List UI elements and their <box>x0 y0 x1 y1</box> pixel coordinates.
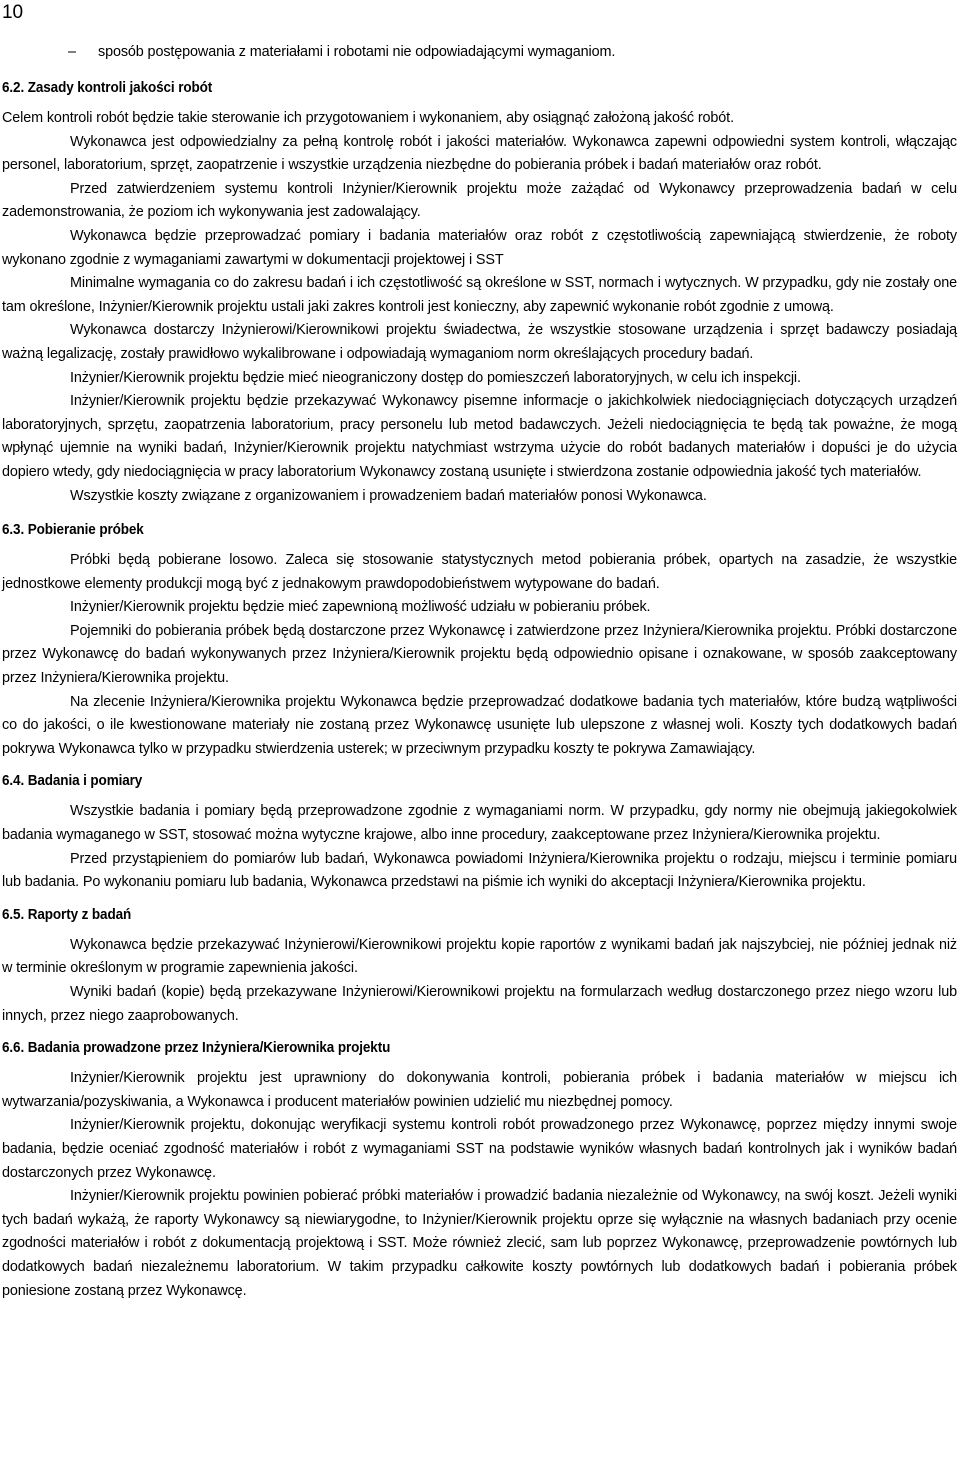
page-number: 10 <box>2 2 23 23</box>
paragraph: Wyniki badań (kopie) będą przekazywane Inżynierowi/Kierownikowi projektu na formularzach według dostarczonego przez niego wzoru lub innych, przez niego zaaprobowanych. <box>2 984 957 1024</box>
paragraph: Minimalne wymagania co do zakresu badań i ich częstotliwość są określone w SST, normach i wytycznych. W przypadku, gdy nie zostały one tam określone, Inżynier/Kierownik projektu ustali jaki zakres kontroli jest konieczny, aby zapewnić wykonanie robót zgodnie z umową. <box>2 275 957 315</box>
paragraph: Wszystkie koszty związane z organizowaniem i prowadzeniem badań materiałów ponosi Wykonawca. <box>70 487 707 504</box>
paragraph: Inżynier/Kierownik projektu jest uprawniony do dokonywania kontroli, pobierania próbek i badania materiałów w miejscu ich wytwarzania/pozyskiwania, a Wykonawca i producent materiałów powinien udzielić mu niezbędnej pomocy. <box>2 1070 957 1110</box>
section-heading: 6.2. Zasady kontroli jakości robót <box>2 79 213 96</box>
dash-item-text: sposób postępowania z materiałami i robotami nie odpowiadającymi wymaganiom. <box>98 44 616 60</box>
paragraph: Wykonawca będzie przekazywać Inżynierowi/Kierownikowi projektu kopie raportów z wynikami badań jak najszybciej, nie później jednak niż w terminie określonym w programie zapewnienia jakości. <box>2 936 957 977</box>
section-heading: 6.4. Badania i pomiary <box>2 772 143 790</box>
paragraph: Inżynier/Kierownik projektu będzie mieć nieograniczony dostęp do pomieszczeń laboratoryjnych, w celu ich inspekcji. <box>70 369 801 386</box>
section-heading: 6.6. Badania prowadzone przez Inżyniera/Kierownika projektu <box>2 1039 391 1057</box>
section-6-6 <box>2 1036 957 1303</box>
section-6-4 <box>2 769 957 902</box>
paragraph: Inżynier/Kierownik projektu będzie mieć zapewnioną możliwość udziału w pobieraniu próbek. <box>70 599 651 616</box>
paragraph: Pojemniki do pobierania próbek będą dostarczone przez Wykonawcę i zatwierdzone przez Inżyniera/Kierownika projektu. Próbki dostarczone przez Wykonawcę do badań wykonywanych przez Inżyniera/Kierownik projektu będą odpowiednio opisane i oznakowane, w sposób zaakceptowany przez Inżyniera/Kierownika projektu. <box>2 622 957 687</box>
paragraph: Inżynier/Kierownik projektu, dokonując weryfikacji systemu kontroli robót prowadzonego przez Wykonawcę, poprzez między innymi swoje badania, będzie oceniać zgodność materiałów i robót z wymaganiami SST na podstawie wyników własnych badań kontrolnych jak i wyników badań dostarczonych przez Wykonawcę. <box>2 1117 957 1181</box>
paragraph: Wykonawca dostarczy Inżynierowi/Kierownikowi projektu świadectwa, że wszystkie stosowane urządzenia i sprzęt badawczy posiadają ważną legalizację, zostały prawidłowo wykalibrowane i odpowiadają wymaganiom norm określających procedury badań. <box>2 322 957 362</box>
paragraph: Próbki będą pobierane losowo. Zaleca się stosowanie statystycznych metod pobierania próbek, opartych na zasadzie, że wszystkie jednostkowe elementy produkcji mogą być z jednakowym prawdopodobieństwem wytypowane do badań. <box>2 552 957 592</box>
document-body <box>2 76 957 1303</box>
paragraph: Inżynier/Kierownik projektu powinien pobierać próbki materiałów i prowadzić badania niezależnie od Wykonawcy, na swój koszt. Jeżeli wyniki tych badań wykażą, że raporty Wykonawcy są niewiarygodne, to Inżynier/Kierownik projektu oprze się wyłącznie na własnych badaniach przy ocenie zgodności materiałów i robót z dokumentacją projektową i SST. Może również zlecić, sam lub poprzez Wykonawcę, przeprowadzenie powtórnych lub dodatkowych badań niezależnemu laboratorium. W takim przypadku całkowite koszty powtórnych lub dodatkowych badań i pobierania próbek poniesione zostaną przez Wykonawcę. <box>2 1188 957 1299</box>
paragraph: Przed przystąpieniem do pomiarów lub badań, Wykonawca powiadomi Inżyniera/Kierownika projektu o rodzaju, miejscu i terminie pomiaru lub badania. Po wykonaniu pomiaru lub badania, Wykonawca przedstawi na piśmie ich wyniki do akceptacji Inżyniera/Kierownika projektu. <box>2 850 957 891</box>
section-6-2 <box>2 76 957 508</box>
section-heading: 6.3. Pobieranie próbek <box>2 521 144 539</box>
paragraph: Celem kontroli robót będzie takie sterowanie ich przygotowaniem i wykonaniem, aby osiągnąć założoną jakość robót. <box>2 110 734 126</box>
section-6-3 <box>2 518 957 769</box>
section-6-5 <box>2 903 957 1036</box>
dash-list-item <box>68 41 957 65</box>
paragraph: Wykonawca będzie przeprowadzać pomiary i badania materiałów oraz robót z częstotliwością zapewniającą stwierdzenie, że roboty wykonano zgodnie z wymaganiami zawartymi w dokumentacji projektowej i SST <box>2 227 957 268</box>
paragraph: Na zlecenie Inżyniera/Kierownika projektu Wykonawca będzie przeprowadzać dodatkowe badania tych materiałów, które budzą wątpliwości co do jakości, o ile kwestionowane materiały nie zostaną przez Wykonawcę usunięte lub ulepszone z własnej woli. Koszty tych dodatkowych badań pokrywa Wykonawca tylko w przypadku stwierdzenia usterek; w przeciwnym przypadku koszty te pokrywa Zamawiający. <box>2 693 957 757</box>
paragraph: Inżynier/Kierownik projektu będzie przekazywać Wykonawcy pisemne informacje o jakichkolwiek niedociągnięciach dotyczących urządzeń laboratoryjnych, sprzętu, zaopatrzenia laboratorium, pracy personelu lub metod badawczych. Jeżeli niedociągnięcia te będą tak poważne, że mogą wpłynąć ujemnie na wyniki badań, Inżynier/Kierownik projektu natychmiast wstrzyma użycie do robót badanych materiałów i dopuści je do użycia dopiero wtedy, gdy niedociągnięcia w pracy laboratorium Wykonawcy zostaną usunięte i stwierdzona zostanie odpowiednia jakość tych materiałów. <box>2 393 957 480</box>
paragraph: Wykonawca jest odpowiedzialny za pełną kontrolę robót i jakości materiałów. Wykonawca zapewni odpowiedni system kontroli, włączając personel, laboratorium, sprzęt, zaopatrzenie i wszystkie urządzenia niezbędne do pobierania próbek i badań materiałów oraz robót. <box>2 133 957 174</box>
section-heading: 6.5. Raporty z badań <box>2 905 132 923</box>
dash-bullet-icon: – <box>68 44 76 60</box>
paragraph: Przed zatwierdzeniem systemu kontroli Inżynier/Kierownik projektu może zażądać od Wykonawcy przeprowadzenia badań w celu zademonstrowania, że poziom ich wykonywania jest zadowalający. <box>2 180 957 221</box>
paragraph: Wszystkie badania i pomiary będą przeprowadzone zgodnie z wymaganiami norm. W przypadku, gdy normy nie obejmują jakiegokolwiek badania wymaganego w SST, stosować można wytyczne krajowe, albo inne procedury, zaakceptowane przez Inżyniera/Kierownika projektu. <box>2 803 957 844</box>
